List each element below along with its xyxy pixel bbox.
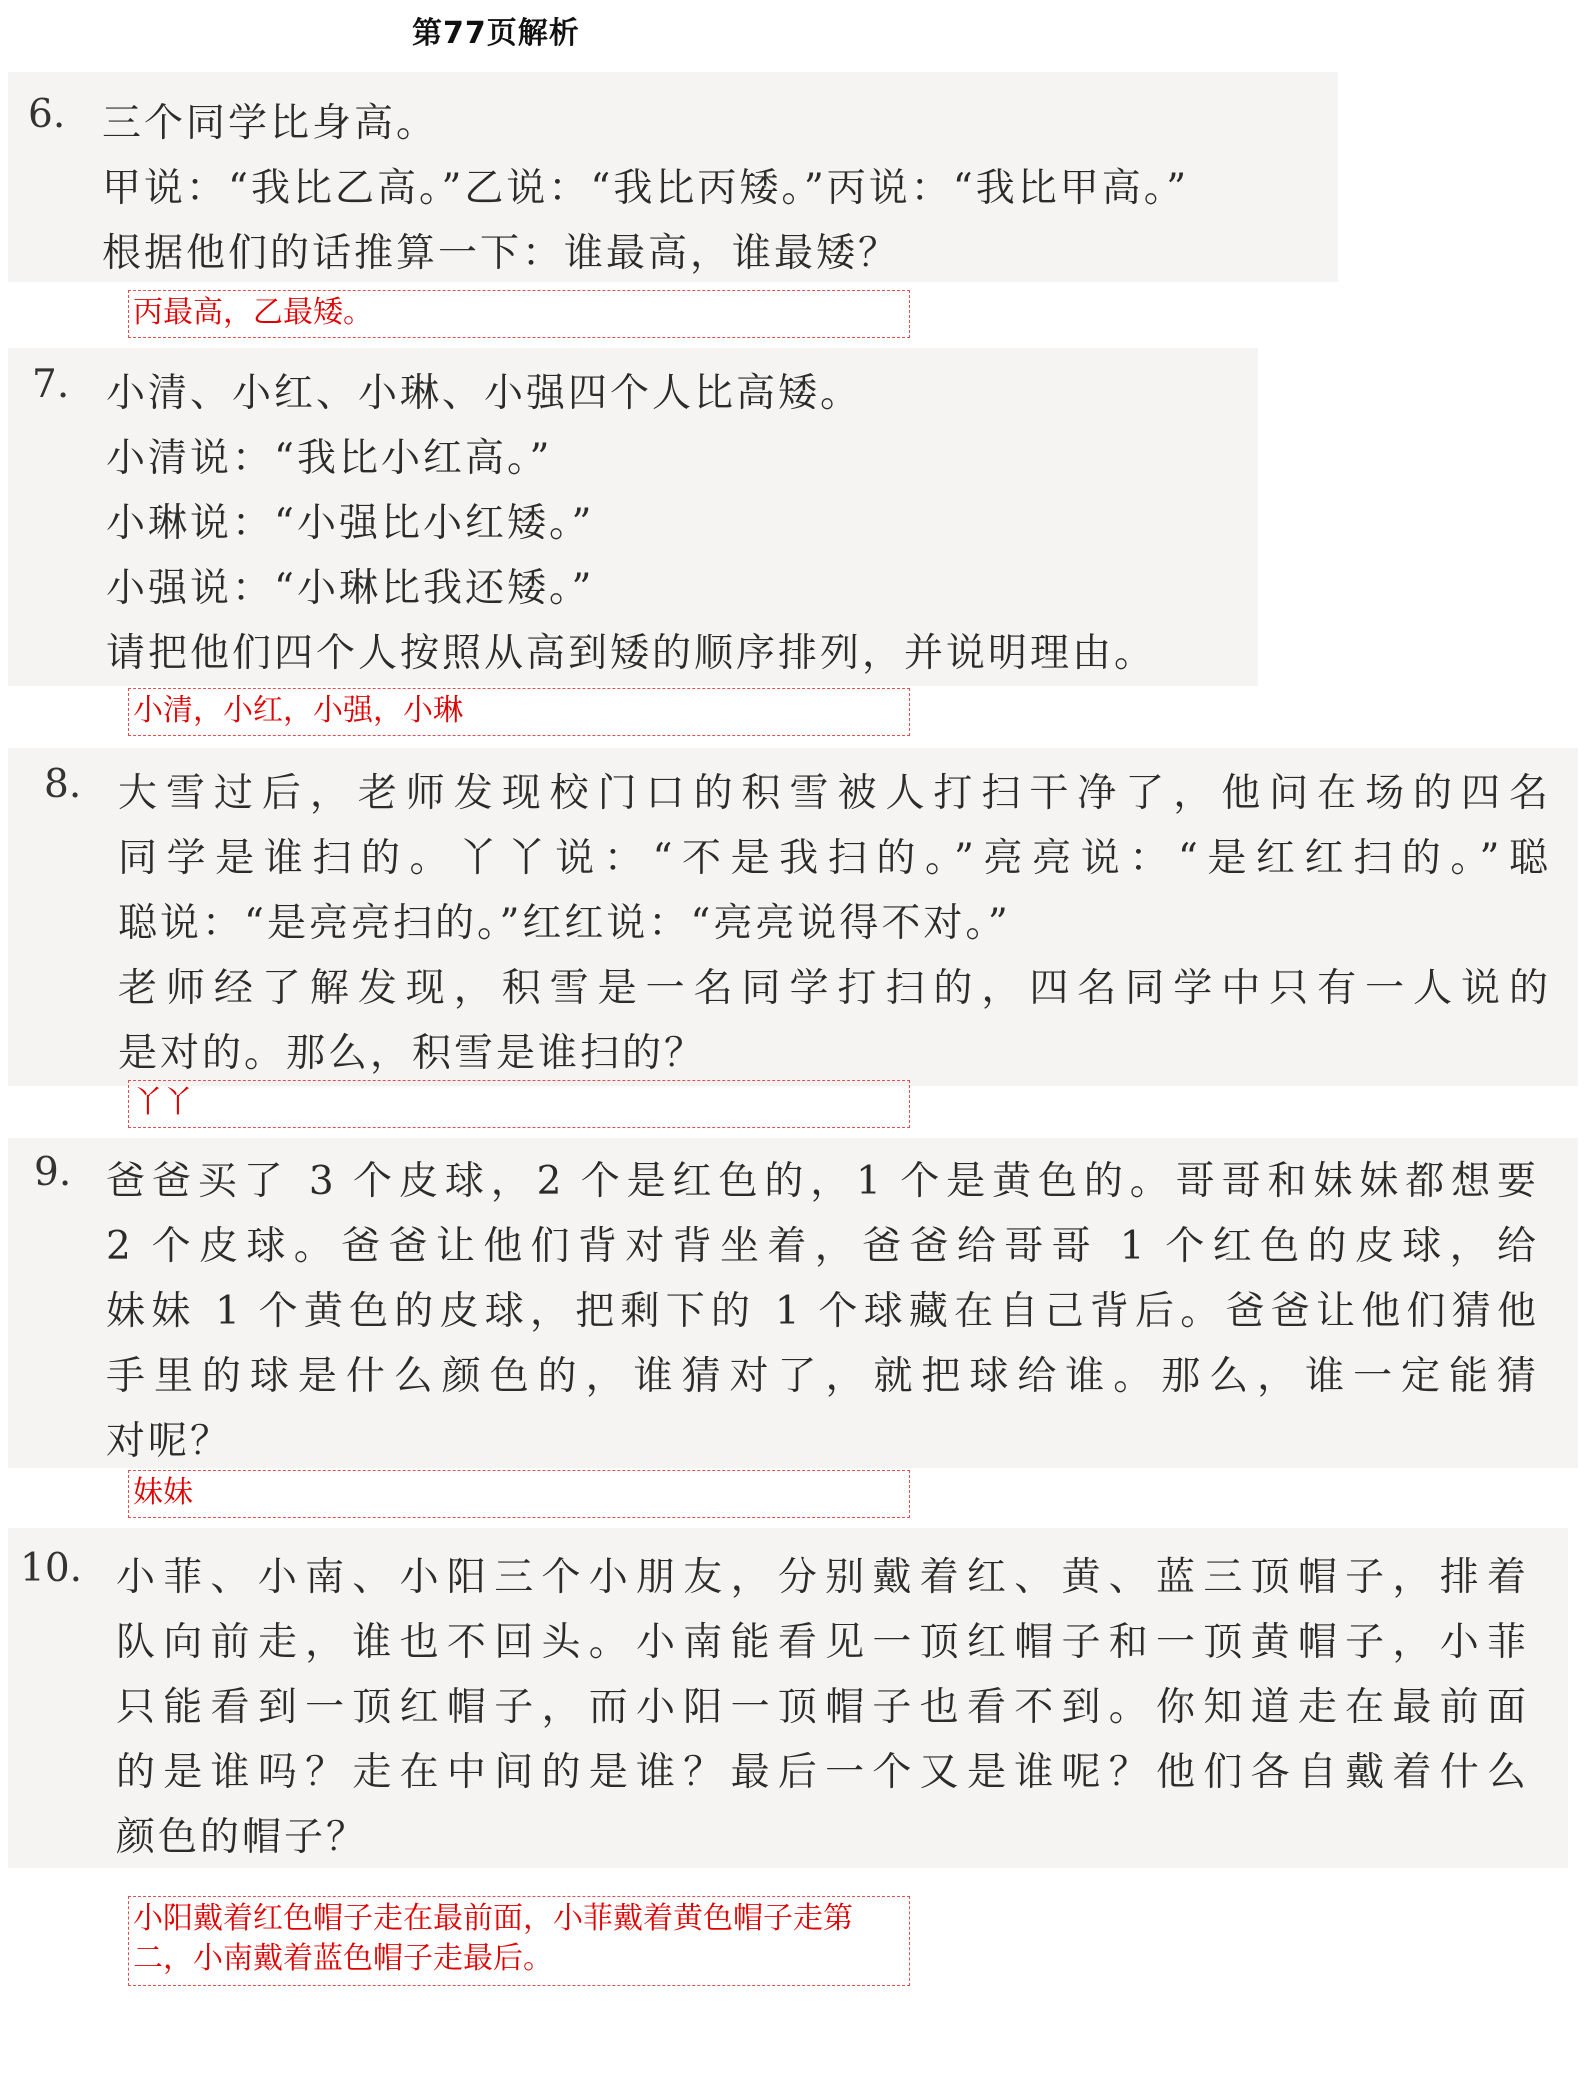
question-text-line: 颜色的帽子？ <box>116 1815 369 1860</box>
question-text-line: 同学是谁扫的。丫丫说：“不是我扫的。”亮亮说：“是红红扫的。”聪 <box>118 836 1548 881</box>
question-text-line: 三个同学比身高。 <box>102 101 439 146</box>
question-text-line: 甲说：“我比乙高。”乙说：“我比丙矮。”丙说：“我比甲高。” <box>102 166 1190 211</box>
question-text-line: 根据他们的话推算一下：谁最高，谁最矮？ <box>102 231 901 276</box>
question-number: 9. <box>34 1150 72 1195</box>
question-text-line: 小强说：“小琳比我还矮。” <box>106 566 595 611</box>
question-text-line: 妹妹 1 个黄色的皮球，把剩下的 1 个球藏在自己背后。爸爸让他们猜他 <box>106 1289 1536 1334</box>
question-text-line: 是对的。那么，积雪是谁扫的？ <box>118 1031 707 1076</box>
question-number: 6. <box>28 92 66 137</box>
question-text-line: 的是谁吗？走在中间的是谁？最后一个又是谁呢？他们各自戴着什么 <box>116 1750 1526 1795</box>
question-text-line: 2 个皮球。爸爸让他们背对背坐着，爸爸给哥哥 1 个红色的皮球，给 <box>106 1224 1536 1269</box>
answer-text-line: 小阳戴着红色帽子走在最前面，小菲戴着黄色帽子走第 <box>133 1901 853 1936</box>
question-text-line: 爸爸买了 3 个皮球，2 个是红色的，1 个是黄色的。哥哥和妹妹都想要 <box>106 1159 1536 1204</box>
question-text-line: 手里的球是什么颜色的，谁猜对了，就把球给谁。那么，谁一定能猜 <box>106 1354 1536 1399</box>
question-text-line: 对呢？ <box>106 1419 233 1464</box>
answer-box: 妹妹 <box>128 1470 910 1518</box>
answer-box: 丫丫 <box>128 1080 910 1128</box>
question-text-line: 请把他们四个人按照从高到矮的顺序排列，并说明理由。 <box>106 631 1157 676</box>
question-text-line: 小清说：“我比小红高。” <box>106 436 553 481</box>
question-text-line: 聪说：“是亮亮扫的。”红红说：“亮亮说得不对。” <box>118 901 1011 946</box>
question-text-line: 小琳说：“小强比小红矮。” <box>106 501 595 546</box>
question-number: 7. <box>32 362 70 407</box>
question-text-line: 大雪过后，老师发现校门口的积雪被人打扫干净了，他问在场的四名 <box>118 771 1548 816</box>
question-number: 10. <box>20 1546 83 1591</box>
question-text-line: 小菲、小南、小阳三个小朋友，分别戴着红、黄、蓝三顶帽子，排着 <box>116 1555 1526 1600</box>
question-text-line: 只能看到一顶红帽子，而小阳一顶帽子也看不到。你知道走在最前面 <box>116 1685 1526 1730</box>
question-text-line: 老师经了解发现，积雪是一名同学打扫的，四名同学中只有一人说的 <box>118 966 1548 1011</box>
question-text-line: 小清、小红、小琳、小强四个人比高矮。 <box>106 371 863 416</box>
answer-box: 小清，小红，小强，小琳 <box>128 688 910 736</box>
question-number: 8. <box>44 762 82 807</box>
answer-box: 丙最高，乙最矮。 <box>128 290 910 338</box>
page-title: 第77页解析 <box>412 16 580 51</box>
answer-text-line: 二，小南戴着蓝色帽子走最后。 <box>133 1941 553 1976</box>
question-text-line: 队向前走，谁也不回头。小南能看见一顶红帽子和一顶黄帽子，小菲 <box>116 1620 1526 1665</box>
answer-box <box>128 1896 910 1986</box>
